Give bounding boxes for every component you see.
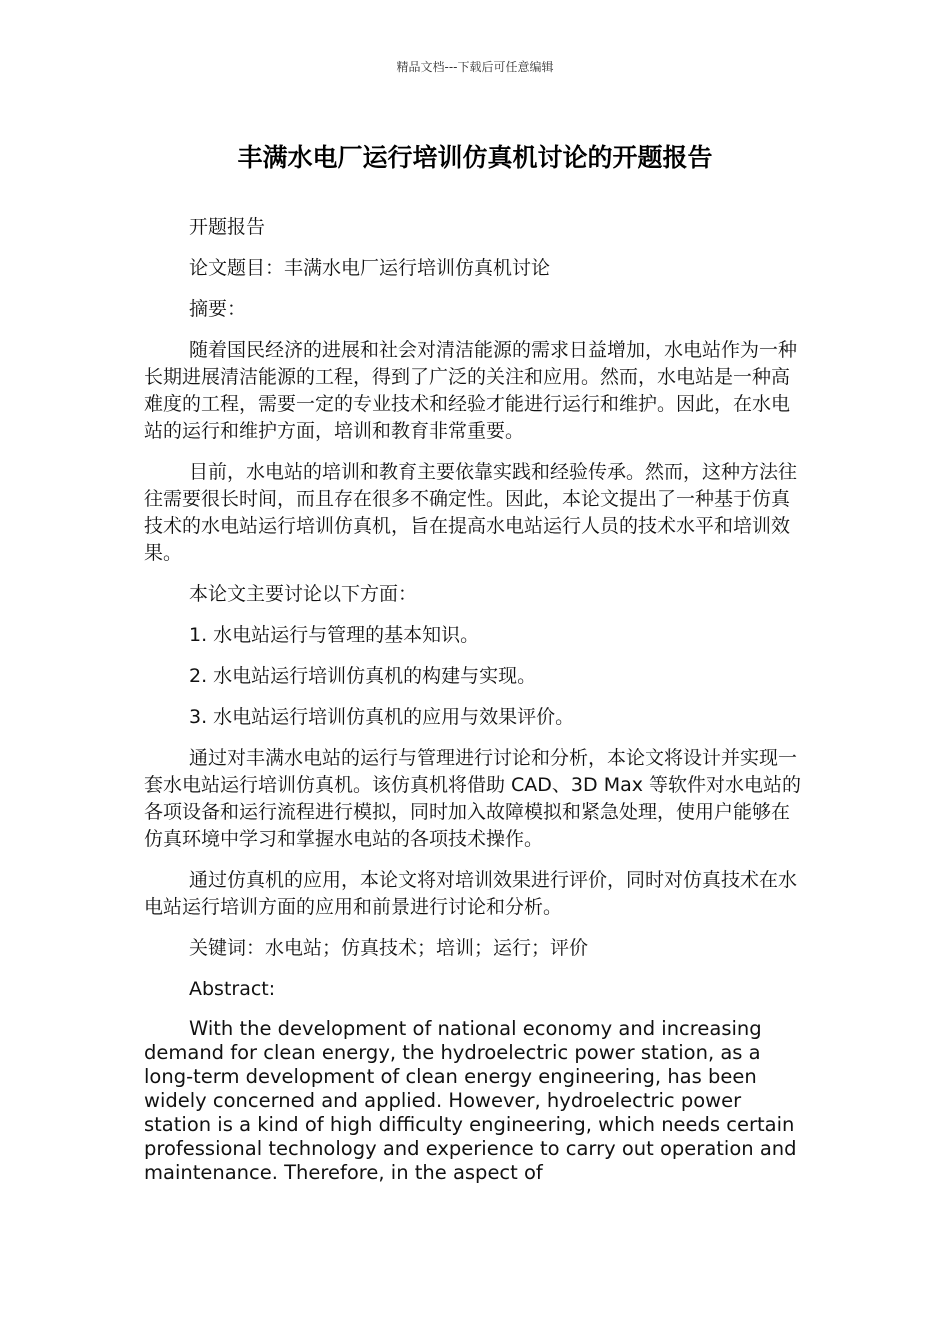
body-paragraph: 目前，水电站的培训和教育主要依靠实践和经验传承。然而，这种方法往往需要很长时间，而且存在很多不确定性。因此，本论文提出了一种基于仿真技术的水电站运行培训仿真机，旨在提高水电站运行人员的技术水平和培训效果。 <box>144 461 798 564</box>
list-item: 3. 水电站运行培训仿真机的应用与效果评价。 <box>189 706 575 728</box>
document-title: 丰满水电厂运行培训仿真机讨论的开题报告 <box>237 143 713 172</box>
list-item: 1. 水电站运行与管理的基本知识。 <box>189 624 480 646</box>
keywords-line: 关键词：水电站；仿真技术；培训；运行；评价 <box>189 937 589 959</box>
section-heading: 开题报告 <box>189 216 266 238</box>
english-abstract-paragraph: With the development of national economy and increasing demand for clean energy, the hydroelectric power station, as a long-term development of clean energy engineering, has been widely concerned and applied. However, hydroelectric power station is a kind of high difficulty engineering, which needs certain professional technology and experience to carry out operation and maintenance. Therefore, in the aspect of <box>144 1017 797 1184</box>
body-paragraph: 本论文主要讨论以下方面： <box>189 583 418 605</box>
page-header: 精品文档---下载后可任意编辑 <box>396 60 554 74</box>
body-paragraph: 随着国民经济的进展和社会对清洁能源的需求日益增加，水电站作为一种长期进展清洁能源的工程，得到了广泛的关注和应用。然而，水电站是一种高难度的工程，需要一定的专业技术和经验才能进行运行和维护。因此，在水电站的运行和维护方面，培训和教育非常重要。 <box>144 339 798 442</box>
document-body <box>144 214 804 1185</box>
abstract-label: 摘要： <box>189 298 247 320</box>
body-paragraph: 通过仿真机的应用，本论文将对培训效果进行评价，同时对仿真技术在水电站运行培训方面的应用和前景进行讨论和分析。 <box>144 869 798 918</box>
thesis-title-line: 论文题目：丰满水电厂运行培训仿真机讨论 <box>189 257 551 279</box>
body-paragraph: 通过对丰满水电站的运行与管理进行讨论和分析，本论文将设计并实现一套水电站运行培训仿真机。该仿真机将借助 CAD、3D Max 等软件对水电站的各项设备和运行流程进行模拟，同时加入故障模拟和紧急处理，使用户能够在仿真环境中学习和掌握水电站的各项技术操作。 <box>144 747 802 850</box>
list-item: 2. 水电站运行培训仿真机的构建与实现。 <box>189 665 537 687</box>
english-abstract-label: Abstract: <box>189 978 276 1000</box>
